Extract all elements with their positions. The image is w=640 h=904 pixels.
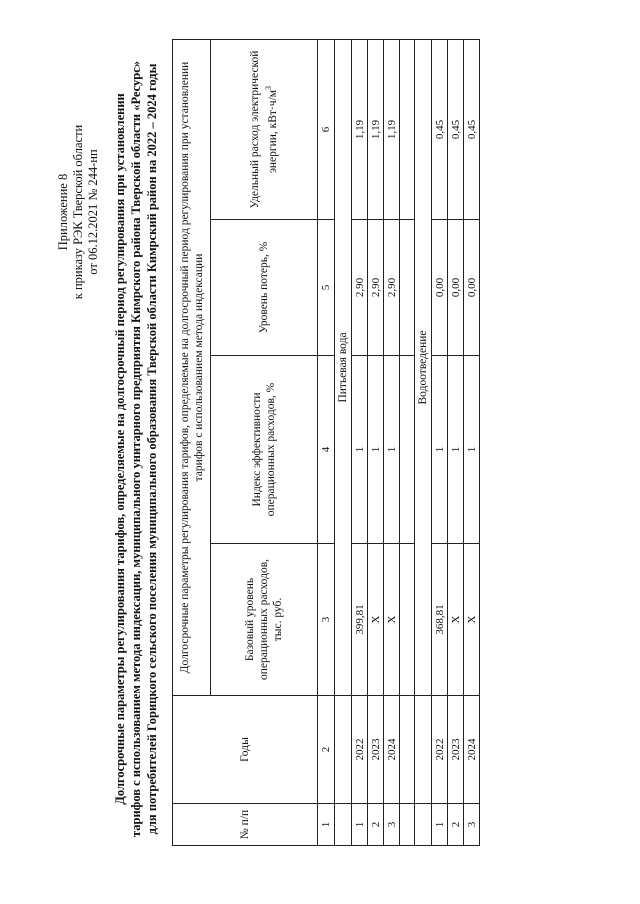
row-efficiency-index: 1	[464, 356, 480, 544]
document-title	[112, 39, 160, 859]
appendix-block	[56, 82, 101, 342]
row-efficiency-index: 1	[384, 356, 400, 544]
section-row	[335, 39, 352, 845]
section-title: Питьевая вода	[335, 39, 352, 695]
row-losses: 0,00	[432, 220, 448, 356]
row-losses: 0,00	[464, 220, 480, 356]
row-energy: 0,45	[448, 39, 464, 219]
column-number: 2	[318, 696, 335, 804]
row-energy: 1,19	[384, 39, 400, 219]
row-losses: 2,90	[352, 220, 368, 356]
row-number: 2	[448, 804, 464, 846]
row-energy: 1,19	[352, 39, 368, 219]
column-number: 1	[318, 804, 335, 846]
row-energy: 0,45	[464, 39, 480, 219]
column-number: 5	[318, 220, 335, 356]
column-number: 4	[318, 356, 335, 544]
column-number: 6	[318, 39, 335, 219]
header-energy-superscript: 3	[264, 85, 274, 90]
header-energy-text: Удельный расход электрической энергии, кВт·ч/м	[249, 50, 279, 209]
row-number: 2	[368, 804, 384, 846]
row-losses: 2,90	[384, 220, 400, 356]
header-years: Годы	[173, 696, 318, 804]
parameters-table	[172, 39, 480, 846]
row-efficiency-index: 1	[432, 356, 448, 544]
header-energy	[211, 39, 318, 219]
column-number: 3	[318, 544, 335, 696]
row-number: 1	[432, 804, 448, 846]
table-row	[448, 39, 464, 845]
title-line-3: для потребителей Горицкого сельского поселения муниципального образования Тверской области Кимрский район на 2022 – 2024 годы	[145, 63, 159, 835]
row-energy: 1,19	[368, 39, 384, 219]
row-base-level: 399,81	[352, 544, 368, 696]
row-year: 2024	[464, 696, 480, 804]
row-number: 3	[464, 804, 480, 846]
section-title: Водоотведение	[415, 39, 432, 695]
header-group: Долгосрочные параметры регулирования тарифов, определяемые на долгосрочный период регулирования при установлении тарифов с использованием метода индексации	[173, 39, 211, 695]
row-energy: 0,45	[432, 39, 448, 219]
row-efficiency-index: 1	[352, 356, 368, 544]
header-efficiency-index: Индекс эффективности операционных расходов, %	[211, 356, 318, 544]
table-row	[384, 39, 400, 845]
row-year: 2023	[368, 696, 384, 804]
row-year: 2022	[352, 696, 368, 804]
row-base-level: X	[448, 544, 464, 696]
appendix-line-2: к приказу РЭК Тверской области	[71, 124, 85, 300]
title-line-2: тарифов с использованием метода индексации, муниципального унитарного предприятия Кимрского района Тверской области «Ресурс»	[129, 61, 143, 838]
row-base-level: X	[368, 544, 384, 696]
row-losses: 2,90	[368, 220, 384, 356]
spacer-row	[400, 39, 415, 845]
title-line-1: Долгосрочные параметры регулирования тарифов, определяемые на долгосрочный период регулирования при установлении	[113, 93, 127, 805]
row-number: 1	[352, 804, 368, 846]
row-base-level: X	[384, 544, 400, 696]
appendix-line-1: Приложение 8	[56, 173, 70, 251]
row-number: 3	[384, 804, 400, 846]
column-numbers-row	[318, 39, 335, 845]
row-year: 2022	[432, 696, 448, 804]
table-row	[352, 39, 368, 845]
row-base-level: X	[464, 544, 480, 696]
header-base-level: Базовый уровень операционных расходов, тыс. руб.	[211, 544, 318, 696]
header-number: № п/п	[173, 804, 318, 846]
table-row	[432, 39, 448, 845]
section-row	[415, 39, 432, 845]
header-losses: Уровень потерь, %	[211, 220, 318, 356]
row-efficiency-index: 1	[448, 356, 464, 544]
row-base-level: 368,81	[432, 544, 448, 696]
row-year: 2023	[448, 696, 464, 804]
appendix-line-3: от 06.12.2021 № 244-нп	[86, 149, 100, 275]
row-efficiency-index: 1	[368, 356, 384, 544]
row-losses: 0,00	[448, 220, 464, 356]
row-year: 2024	[384, 696, 400, 804]
table-row	[464, 39, 480, 845]
table-row	[368, 39, 384, 845]
